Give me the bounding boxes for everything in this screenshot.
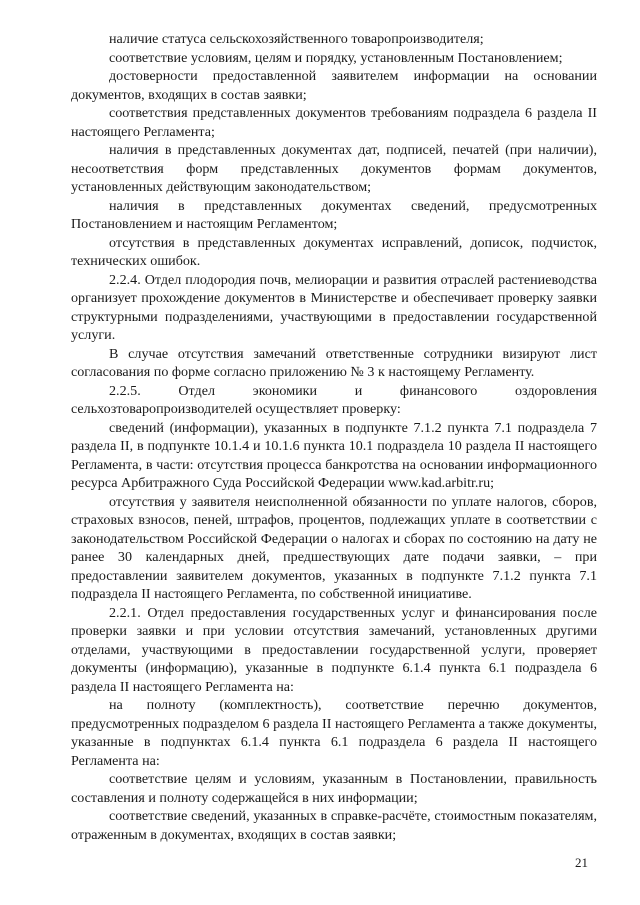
page-number: 21 [575, 855, 588, 870]
paragraph-corrections: отсутствия в представленных документах исправлений, дописок, подчисток, технических ошибок. [71, 234, 597, 269]
paragraph-bankruptcy-check: сведений (информации), указанных в подпункте 7.1.2 пункта 7.1 подраздела 7 раздела II, в подпункте 10.1.4 и 10.1.6 пункта 10.1 подраздела 10 раздела II настоящего Регламента, в части: отсутствия процесса банкротства на основании информационного ресурса Арбитражного Суда Российской Федерации www.kad.arbitr.ru; [71, 419, 597, 491]
paragraph-information: наличия в представленных документах сведений, предусмотренных Постановлением и настоящим Регламентом; [71, 197, 597, 232]
paragraph-calculation: соответствие сведений, указанных в справке-расчёте, стоимостным показателям, отраженным в документах, входящих в состав заявки; [71, 808, 597, 843]
paragraph-approval-sheet: В случае отсутствия замечаний ответственные сотрудники визируют лист согласования по форме согласно приложению № 3 к настоящему Регламенту. [71, 345, 597, 380]
paragraph-2-2-4: 2.2.4. Отдел плодородия почв, мелиорации и развития отраслей растениеводства организует прохождение документов в Министерстве и обеспечивает проверку заявки структурными подразделениями, участвующими в предоставлении государственной услуги. [71, 271, 597, 343]
paragraph-compliance: соответствия представленных документов требованиям подраздела 6 раздела II настоящего Регламента; [71, 105, 597, 140]
paragraph-2-2-5: 2.2.5. Отдел экономики и финансового оздоровления сельхозтоваропроизводителей осуществляет проверку: [71, 382, 597, 417]
paragraph-dates-signatures: наличия в представленных документах дат, подписей, печатей (при наличии), несоответствия форм представленных документов формам документов, установленных действующим законодательством; [71, 142, 597, 195]
paragraph-goals-conditions: соответствие целям и условиям, указанным в Постановлении, правильность составления и полноту содержащейся в них информации; [71, 771, 597, 806]
paragraph-2-2-1: 2.2.1. Отдел предоставления государственных услуг и финансирования после проверки заявки и при условии отсутствия замечаний, установленных другими отделами, участвующими в предоставлении государственной услуги, проверяет документы (информацию), указанные в подпункте 6.1.4 пункта 6.1 подраздела 6 раздела II настоящего Регламента на: [71, 604, 597, 695]
paragraph-reliability: достоверности предоставленной заявителем информации на основании документов, входящих в состав заявки; [71, 68, 597, 103]
paragraph-tax-check: отсутствия у заявителя неисполненной обязанности по уплате налогов, сборов, страховых взносов, пеней, штрафов, процентов, подлежащих уплате в соответствии с законодательством Российской Федерации о налогах и сборах по состоянию на дату не ранее 30 календарных дней, предшествующих дате подачи заявки, – при предоставлении заявителем документов, указанных в подпункте 7.1.2 пункта 7.1 подраздела II настоящего Регламента, по собственной инициативе. [71, 493, 597, 602]
document-body [71, 30, 597, 844]
paragraph-completeness: на полноту (комплектность), соответствие перечню документов, предусмотренных подразделом 6 раздела II настоящего Регламента а также документы, указанные в подпунктах 6.1.4 пункта 6.1 подраздела 6 раздела II настоящего Регламента на: [71, 697, 597, 769]
paragraph-status: наличие статуса сельскохозяйственного товаропроизводителя; [109, 31, 484, 47]
paragraph-conditions: соответствие условиям, целям и порядку, установленным Постановлением; [109, 49, 563, 66]
